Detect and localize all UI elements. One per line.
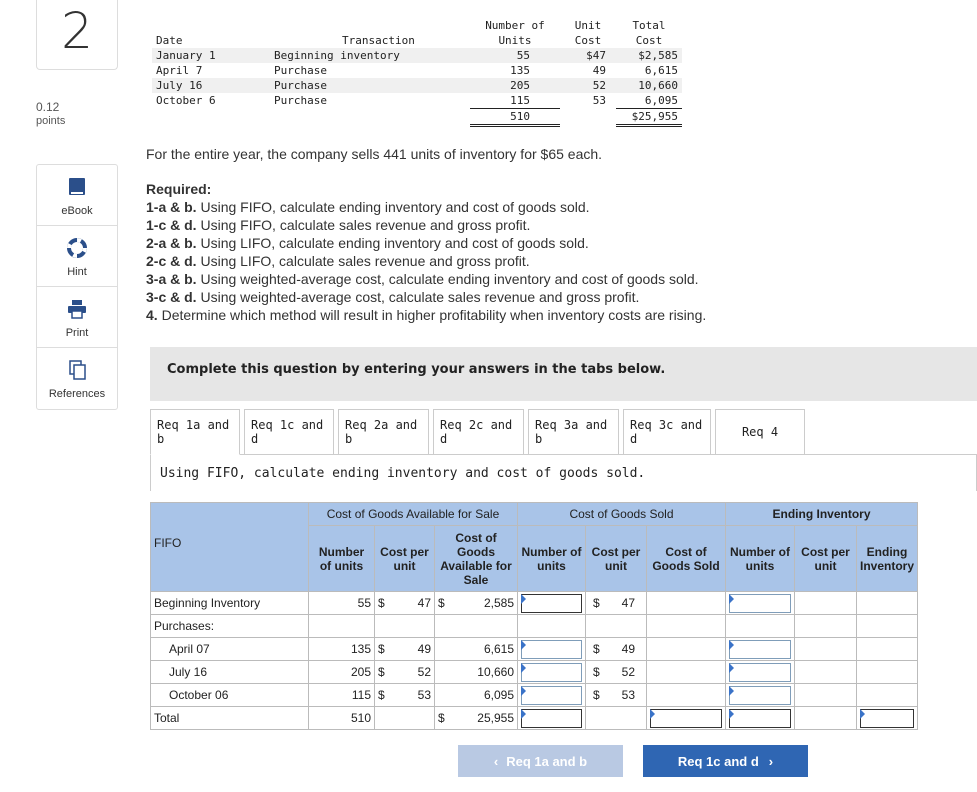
table-row: October 06 115 $ 53 6,095 $ 53 xyxy=(151,684,918,707)
cogs-total-input[interactable] xyxy=(650,709,722,728)
next-tab-button[interactable]: Req 1c and d › xyxy=(643,745,808,777)
tab-req-4[interactable]: Req 4 xyxy=(715,409,805,455)
col-sold-units: Number of units xyxy=(518,526,586,592)
ending-inventory-total-input[interactable] xyxy=(860,709,914,728)
group-available-header: Cost of Goods Available for Sale xyxy=(309,503,518,526)
required-heading: Required: xyxy=(146,181,212,197)
ending-units-input[interactable] xyxy=(729,663,791,682)
header-total-cost-1: Total xyxy=(632,19,666,32)
ending-units-input[interactable] xyxy=(729,640,791,659)
ending-units-input[interactable] xyxy=(729,594,791,613)
references-button[interactable] xyxy=(37,348,117,409)
table-row xyxy=(151,615,918,638)
chevron-right-icon: › xyxy=(768,753,774,769)
document-copy-icon xyxy=(66,360,88,380)
print-label: Print xyxy=(65,327,89,339)
tab-req-3c-d[interactable]: Req 3c and d xyxy=(623,409,711,455)
table-row: July 16 205 $ 52 10,660 $ 52 xyxy=(151,661,918,684)
header-date: Date xyxy=(156,34,183,47)
tab-req-1c-d[interactable]: Req 1c and d xyxy=(244,409,334,455)
points-display xyxy=(36,100,65,128)
ending-units-input[interactable] xyxy=(729,686,791,705)
required-item: 1-c & d. Using FIFO, calculate sales revenue and gross profit. xyxy=(146,217,531,233)
required-item: 3-c & d. Using weighted-average cost, calculate sales revenue and gross profit. xyxy=(146,289,640,305)
total-cost: $25,955 xyxy=(616,109,682,126)
table-totals-row: Total 510 $ 25,955 xyxy=(151,707,918,730)
points-label: points xyxy=(36,115,66,127)
group-sold-header: Cost of Goods Sold xyxy=(518,503,726,526)
required-item: 2-a & b. Using LIFO, calculate ending inventory and cost of goods sold. xyxy=(146,235,589,251)
tab-req-2a-b[interactable]: Req 2a and b xyxy=(338,409,429,455)
printer-icon xyxy=(66,299,88,319)
header-units-1: Number of xyxy=(485,19,545,32)
sold-units-input[interactable] xyxy=(521,640,582,659)
tab-instruction: Using FIFO, calculate ending inventory and cost of goods sold. xyxy=(160,466,646,481)
chevron-left-icon: ‹ xyxy=(493,753,499,769)
method-label: FIFO xyxy=(151,526,309,592)
header-unit-cost-2: Cost xyxy=(574,34,602,47)
required-item: 2-c & d. Using LIFO, calculate sales revenue and gross profit. xyxy=(146,253,530,269)
book-icon xyxy=(66,177,88,197)
table-row: October 6 Purchase 115 53 6,095 xyxy=(152,93,682,109)
group-ending-header: Ending Inventory xyxy=(726,503,918,526)
tab-req-2c-d[interactable]: Req 2c and d xyxy=(433,409,524,455)
sold-units-input[interactable] xyxy=(521,663,582,682)
required-list xyxy=(146,180,706,324)
col-units: Number of units xyxy=(309,526,375,592)
question-number: 2 xyxy=(36,0,118,70)
col-cost-per-unit: Cost per unit xyxy=(375,526,435,592)
total-units: 510 xyxy=(470,109,560,126)
ebook-button[interactable] xyxy=(37,165,117,226)
tab-req-1a-b[interactable]: Req 1a and b xyxy=(150,409,240,455)
row-label: Beginning Inventory xyxy=(151,592,309,615)
print-button[interactable] xyxy=(37,287,117,348)
requirement-tabs xyxy=(150,409,809,455)
points-value: 0.12 xyxy=(36,100,60,114)
table-row: Beginning Inventory 55 $ 47 $ 2,585 $ 47 xyxy=(151,592,918,615)
total-label: Total xyxy=(151,707,309,730)
header-transaction: Transaction xyxy=(342,34,415,47)
ebook-label: eBook xyxy=(61,205,93,217)
references-label: References xyxy=(48,388,106,400)
required-item: 3-a & b. Using weighted-average cost, calculate ending inventory and cost of goods sold. xyxy=(146,271,699,287)
problem-text: For the entire year, the company sells 441 units of inventory for $65 each. xyxy=(146,146,603,162)
header-units-2: Units xyxy=(498,34,532,47)
required-item: 1-a & b. Using FIFO, calculate ending inventory and cost of goods sold. xyxy=(146,199,590,215)
tab-req-3a-b[interactable]: Req 3a and b xyxy=(528,409,619,455)
col-sold-cost-per-unit: Cost per unit xyxy=(586,526,647,592)
prev-tab-button[interactable]: ‹ Req 1a and b xyxy=(458,745,623,777)
col-end-units: Number of units xyxy=(726,526,795,592)
col-cogas: Cost of Goods Available for Sale xyxy=(435,526,518,592)
instructions-banner: Complete this question by entering your answers in the tabs below. xyxy=(150,347,977,401)
sold-units-input[interactable] xyxy=(521,594,582,613)
inventory-data-table xyxy=(152,18,682,127)
col-cogs: Cost of Goods Sold xyxy=(647,526,726,592)
required-item: 4. Determine which method will result in higher profitability when inventory costs are rising. xyxy=(146,307,707,323)
table-row: January 1 Beginning inventory 55 $47 $2,585 xyxy=(152,48,682,63)
fifo-worksheet xyxy=(150,502,918,730)
ending-units-total-input[interactable] xyxy=(729,709,791,728)
hint-label: Hint xyxy=(67,266,87,278)
table-row: July 16 Purchase 205 52 10,660 xyxy=(152,78,682,93)
purchases-label: Purchases: xyxy=(151,615,309,638)
col-end-cost: Cost per unit xyxy=(795,526,857,592)
header-unit-cost-1: Unit xyxy=(574,19,602,32)
table-row: April 7 Purchase 135 49 6,615 xyxy=(156,64,678,77)
sold-units-total-input[interactable] xyxy=(521,709,582,728)
tools-panel xyxy=(36,164,118,410)
header-total-cost-2: Cost xyxy=(635,34,663,47)
table-row: April 07 135 $ 49 6,615 $ 49 xyxy=(151,638,918,661)
table-totals-row xyxy=(152,109,682,126)
lifebuoy-icon xyxy=(66,238,88,258)
hint-button[interactable] xyxy=(37,226,117,287)
col-ending-inventory: Ending Inventory xyxy=(857,526,918,592)
sold-units-input[interactable] xyxy=(521,686,582,705)
